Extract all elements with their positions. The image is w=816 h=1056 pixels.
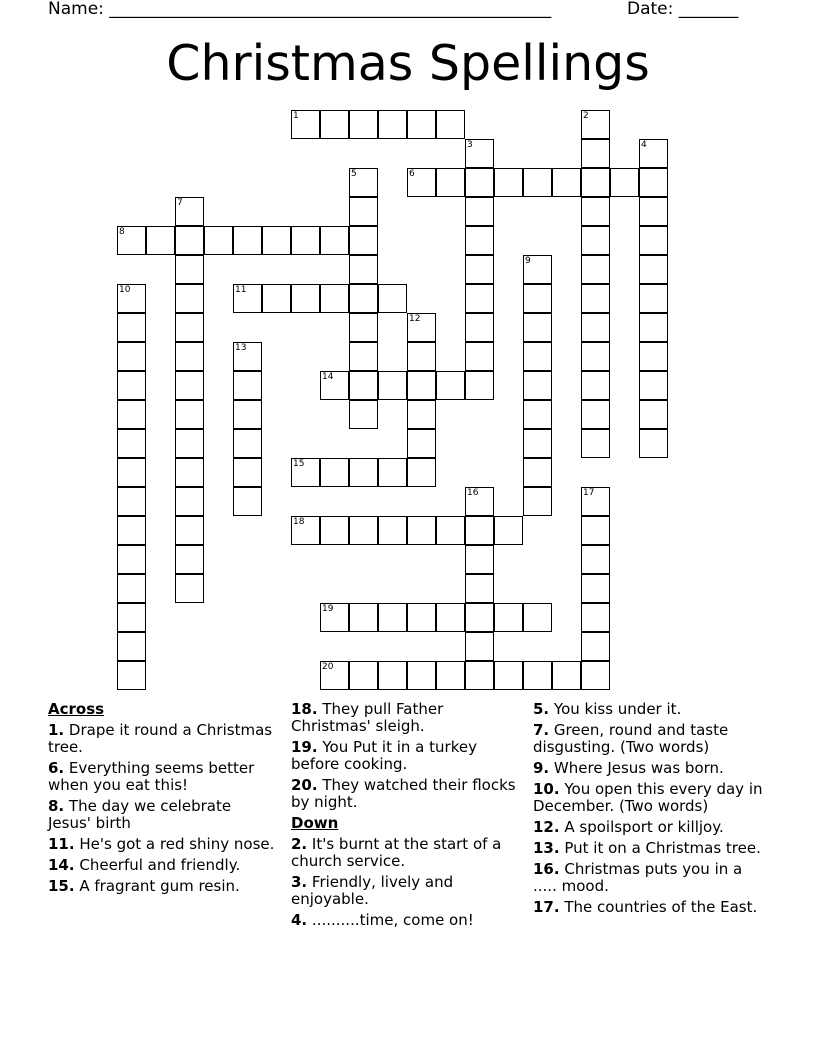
grid-cell[interactable]: [117, 400, 146, 429]
grid-cell[interactable]: [407, 400, 436, 429]
grid-cell[interactable]: [581, 603, 610, 632]
grid-cell[interactable]: [523, 371, 552, 400]
grid-cell[interactable]: [581, 632, 610, 661]
grid-cell[interactable]: [378, 371, 407, 400]
grid-cell[interactable]: [523, 342, 552, 371]
grid-cell[interactable]: [175, 400, 204, 429]
clue-number: 16: [467, 488, 479, 498]
grid-cell[interactable]: [378, 516, 407, 545]
down-clue: 5. You kiss under it.: [533, 700, 682, 718]
grid-cell[interactable]: [349, 313, 378, 342]
grid-cell[interactable]: [581, 429, 610, 458]
grid-cell[interactable]: [465, 545, 494, 574]
grid-cell[interactable]: [494, 661, 523, 690]
grid-cell[interactable]: [465, 661, 494, 690]
grid-cell[interactable]: [494, 516, 523, 545]
grid-cell[interactable]: [523, 168, 552, 197]
grid-cell[interactable]: [175, 197, 204, 226]
grid-cell[interactable]: [349, 284, 378, 313]
grid-cell[interactable]: [581, 371, 610, 400]
across-clue: 6. Everything seems better when you eat this!: [48, 759, 255, 794]
grid-cell[interactable]: [407, 168, 436, 197]
grid-cell[interactable]: [320, 661, 349, 690]
down-clue: 17. The countries of the East.: [533, 898, 758, 916]
header-row: [48, 0, 768, 20]
grid-cell[interactable]: [639, 168, 668, 197]
grid-cell[interactable]: [117, 574, 146, 603]
grid-cell[interactable]: [175, 429, 204, 458]
grid-cell[interactable]: [465, 371, 494, 400]
grid-cell[interactable]: [175, 516, 204, 545]
grid-cell[interactable]: [465, 516, 494, 545]
grid-cell[interactable]: [117, 458, 146, 487]
grid-cell[interactable]: [581, 516, 610, 545]
grid-cell[interactable]: [117, 429, 146, 458]
clue-number: 4: [641, 140, 647, 150]
grid-cell[interactable]: [552, 168, 581, 197]
down-clue: 2. It's burnt at the start of a church service.: [291, 835, 502, 870]
grid-cell[interactable]: [465, 168, 494, 197]
grid-cell[interactable]: [320, 110, 349, 139]
grid-cell[interactable]: [465, 603, 494, 632]
clue-number: 20: [322, 662, 334, 672]
down-clue: 10. You open this every day in December. (Two words): [533, 780, 763, 815]
grid-cell[interactable]: [523, 487, 552, 516]
clue-number: 5: [351, 169, 357, 179]
grid-cell[interactable]: [349, 371, 378, 400]
grid-cell[interactable]: [523, 661, 552, 690]
grid-cell[interactable]: [117, 516, 146, 545]
grid-cell[interactable]: [465, 226, 494, 255]
grid-cell[interactable]: [349, 603, 378, 632]
grid-cell[interactable]: [378, 458, 407, 487]
across-clue: 18. They pull Father Christmas' sleigh.: [291, 700, 444, 735]
grid-cell[interactable]: [262, 226, 291, 255]
grid-cell[interactable]: [291, 458, 320, 487]
grid-cell[interactable]: [233, 487, 262, 516]
grid-cell[interactable]: [349, 197, 378, 226]
grid-cell[interactable]: [465, 313, 494, 342]
down-heading: Down: [291, 814, 339, 832]
grid-cell[interactable]: [407, 342, 436, 371]
across-clue: 1. Drape it round a Christmas tree.: [48, 721, 273, 756]
grid-cell[interactable]: [349, 342, 378, 371]
grid-cell[interactable]: [117, 284, 146, 313]
grid-cell[interactable]: [465, 632, 494, 661]
grid-cell[interactable]: [581, 226, 610, 255]
grid-cell[interactable]: [117, 487, 146, 516]
grid-cell[interactable]: [233, 400, 262, 429]
page-title: Christmas Spellings: [166, 35, 650, 92]
grid-cell[interactable]: [465, 342, 494, 371]
grid-cell[interactable]: [175, 545, 204, 574]
grid-cell[interactable]: [175, 226, 204, 255]
down-clue: 7. Green, round and taste disgusting. (Two words): [533, 721, 729, 756]
clue-number: 3: [467, 140, 473, 150]
grid-cell[interactable]: [378, 603, 407, 632]
grid-cell[interactable]: [581, 197, 610, 226]
grid-cell[interactable]: [320, 603, 349, 632]
down-clue: 3. Friendly, lively and enjoyable.: [291, 873, 454, 908]
grid-cell[interactable]: [494, 603, 523, 632]
name-field[interactable]: Name: ____________________________________________________: [48, 0, 552, 19]
grid-cell[interactable]: [349, 400, 378, 429]
clue-number: 17: [583, 488, 595, 498]
grid-cell[interactable]: [465, 574, 494, 603]
grid-cell[interactable]: [436, 110, 465, 139]
grid-cell[interactable]: [581, 487, 610, 516]
grid-cell[interactable]: [639, 400, 668, 429]
grid-cell[interactable]: [465, 284, 494, 313]
grid-cell[interactable]: [117, 632, 146, 661]
across-clue: 19. You Put it in a turkey before cooking.: [291, 738, 477, 773]
grid-cell[interactable]: [581, 661, 610, 690]
grid-cell[interactable]: [436, 516, 465, 545]
grid-cell[interactable]: [233, 342, 262, 371]
grid-cell[interactable]: [523, 255, 552, 284]
grid-cell[interactable]: [581, 574, 610, 603]
grid-cell[interactable]: [639, 139, 668, 168]
grid-cell[interactable]: [233, 429, 262, 458]
grid-cell[interactable]: [117, 545, 146, 574]
grid-cell[interactable]: [436, 661, 465, 690]
grid-cell[interactable]: [581, 313, 610, 342]
grid-cell[interactable]: [639, 313, 668, 342]
grid-cell[interactable]: [175, 342, 204, 371]
grid-cell[interactable]: [117, 342, 146, 371]
grid-cell[interactable]: [175, 487, 204, 516]
clue-column-2: [291, 701, 521, 933]
grid-cell[interactable]: [291, 110, 320, 139]
clue-number: 13: [235, 343, 247, 353]
grid-cell[interactable]: [581, 139, 610, 168]
grid-cell[interactable]: [523, 603, 552, 632]
clue-number: 18: [293, 517, 305, 527]
grid-cell[interactable]: [639, 255, 668, 284]
grid-cell[interactable]: [407, 371, 436, 400]
grid-cell[interactable]: [465, 255, 494, 284]
grid-cell[interactable]: [117, 603, 146, 632]
clue-number: 11: [235, 285, 247, 295]
grid-cell[interactable]: [320, 284, 349, 313]
grid-cell[interactable]: [639, 197, 668, 226]
grid-cell[interactable]: [349, 661, 378, 690]
grid-cell[interactable]: [349, 168, 378, 197]
grid-cell[interactable]: [349, 255, 378, 284]
grid-cell[interactable]: [349, 110, 378, 139]
grid-cell[interactable]: [146, 226, 175, 255]
down-clue: 9. Where Jesus was born.: [533, 759, 724, 777]
grid-cell[interactable]: [233, 371, 262, 400]
grid-cell[interactable]: [523, 313, 552, 342]
grid-cell[interactable]: [378, 661, 407, 690]
across-clue: 8. The day we celebrate Jesus' birth: [48, 797, 232, 832]
grid-cell[interactable]: [378, 110, 407, 139]
clue-column-1: [48, 701, 278, 899]
grid-cell[interactable]: [320, 458, 349, 487]
across-heading: Across: [48, 700, 105, 718]
grid-cell[interactable]: [465, 197, 494, 226]
grid-cell[interactable]: [117, 371, 146, 400]
grid-cell[interactable]: [552, 661, 581, 690]
down-clue: 4. ..........time, come on!: [291, 911, 474, 929]
grid-cell[interactable]: [581, 110, 610, 139]
grid-cell[interactable]: [639, 284, 668, 313]
clue-number: 14: [322, 372, 334, 382]
clue-number: 15: [293, 459, 305, 469]
date-field[interactable]: Date: _______: [627, 0, 739, 19]
down-clue: 16. Christmas puts you in a ..... mood.: [533, 860, 743, 895]
grid-cell[interactable]: [407, 458, 436, 487]
grid-cell[interactable]: [349, 516, 378, 545]
grid-cell[interactable]: [407, 429, 436, 458]
clue-number: 2: [583, 111, 589, 121]
down-clue: 12. A spoilsport or killjoy.: [533, 818, 724, 836]
clue-number: 10: [119, 285, 131, 295]
grid-cell[interactable]: [523, 400, 552, 429]
grid-cell[interactable]: [291, 516, 320, 545]
grid-cell[interactable]: [610, 168, 639, 197]
grid-cell[interactable]: [407, 661, 436, 690]
clue-number: 12: [409, 314, 421, 324]
clue-number: 19: [322, 604, 334, 614]
grid-cell[interactable]: [465, 487, 494, 516]
grid-cell[interactable]: [436, 371, 465, 400]
clue-column-3: [533, 701, 763, 920]
clue-number: 6: [409, 169, 415, 179]
grid-cell[interactable]: [291, 284, 320, 313]
grid-cell[interactable]: [320, 371, 349, 400]
grid-cell[interactable]: [494, 168, 523, 197]
grid-cell[interactable]: [523, 458, 552, 487]
grid-cell[interactable]: [639, 342, 668, 371]
grid-cell[interactable]: [581, 255, 610, 284]
across-clue: 20. They watched their flocks by night.: [291, 776, 516, 811]
grid-cell[interactable]: [465, 139, 494, 168]
grid-cell[interactable]: [378, 284, 407, 313]
grid-cell[interactable]: [175, 313, 204, 342]
grid-cell[interactable]: [117, 313, 146, 342]
down-clue: 13. Put it on a Christmas tree.: [533, 839, 761, 857]
grid-cell[interactable]: [175, 371, 204, 400]
grid-cell[interactable]: [581, 545, 610, 574]
grid-cell[interactable]: [175, 255, 204, 284]
across-clue: 14. Cheerful and friendly.: [48, 856, 241, 874]
grid-cell[interactable]: [175, 574, 204, 603]
grid-cell[interactable]: [117, 226, 146, 255]
grid-cell[interactable]: [639, 429, 668, 458]
across-clue: 11. He's got a red shiny nose.: [48, 835, 275, 853]
grid-cell[interactable]: [233, 284, 262, 313]
grid-cell[interactable]: [581, 400, 610, 429]
grid-cell[interactable]: [407, 313, 436, 342]
grid-cell[interactable]: [349, 226, 378, 255]
grid-cell[interactable]: [581, 168, 610, 197]
clue-number: 1: [293, 111, 299, 121]
grid-cell[interactable]: [349, 458, 378, 487]
grid-cell[interactable]: [291, 226, 320, 255]
grid-cell[interactable]: [233, 458, 262, 487]
across-clue: 15. A fragrant gum resin.: [48, 877, 240, 895]
grid-cell[interactable]: [175, 458, 204, 487]
grid-cell[interactable]: [320, 226, 349, 255]
grid-cell[interactable]: [233, 226, 262, 255]
grid-cell[interactable]: [581, 284, 610, 313]
clue-number: 9: [525, 256, 531, 266]
grid-cell[interactable]: [407, 603, 436, 632]
grid-cell[interactable]: [407, 110, 436, 139]
grid-cell[interactable]: [320, 516, 349, 545]
grid-cell[interactable]: [523, 284, 552, 313]
grid-cell[interactable]: [117, 661, 146, 690]
grid-cell[interactable]: [407, 516, 436, 545]
grid-cell[interactable]: [639, 371, 668, 400]
grid-cell[interactable]: [436, 603, 465, 632]
clue-number: 8: [119, 227, 125, 237]
grid-cell[interactable]: [639, 226, 668, 255]
grid-cell[interactable]: [523, 429, 552, 458]
grid-cell[interactable]: [436, 168, 465, 197]
clue-number: 7: [177, 198, 183, 208]
grid-cell[interactable]: [581, 342, 610, 371]
grid-cell[interactable]: [262, 284, 291, 313]
grid-cell[interactable]: [175, 284, 204, 313]
grid-cell[interactable]: [204, 226, 233, 255]
